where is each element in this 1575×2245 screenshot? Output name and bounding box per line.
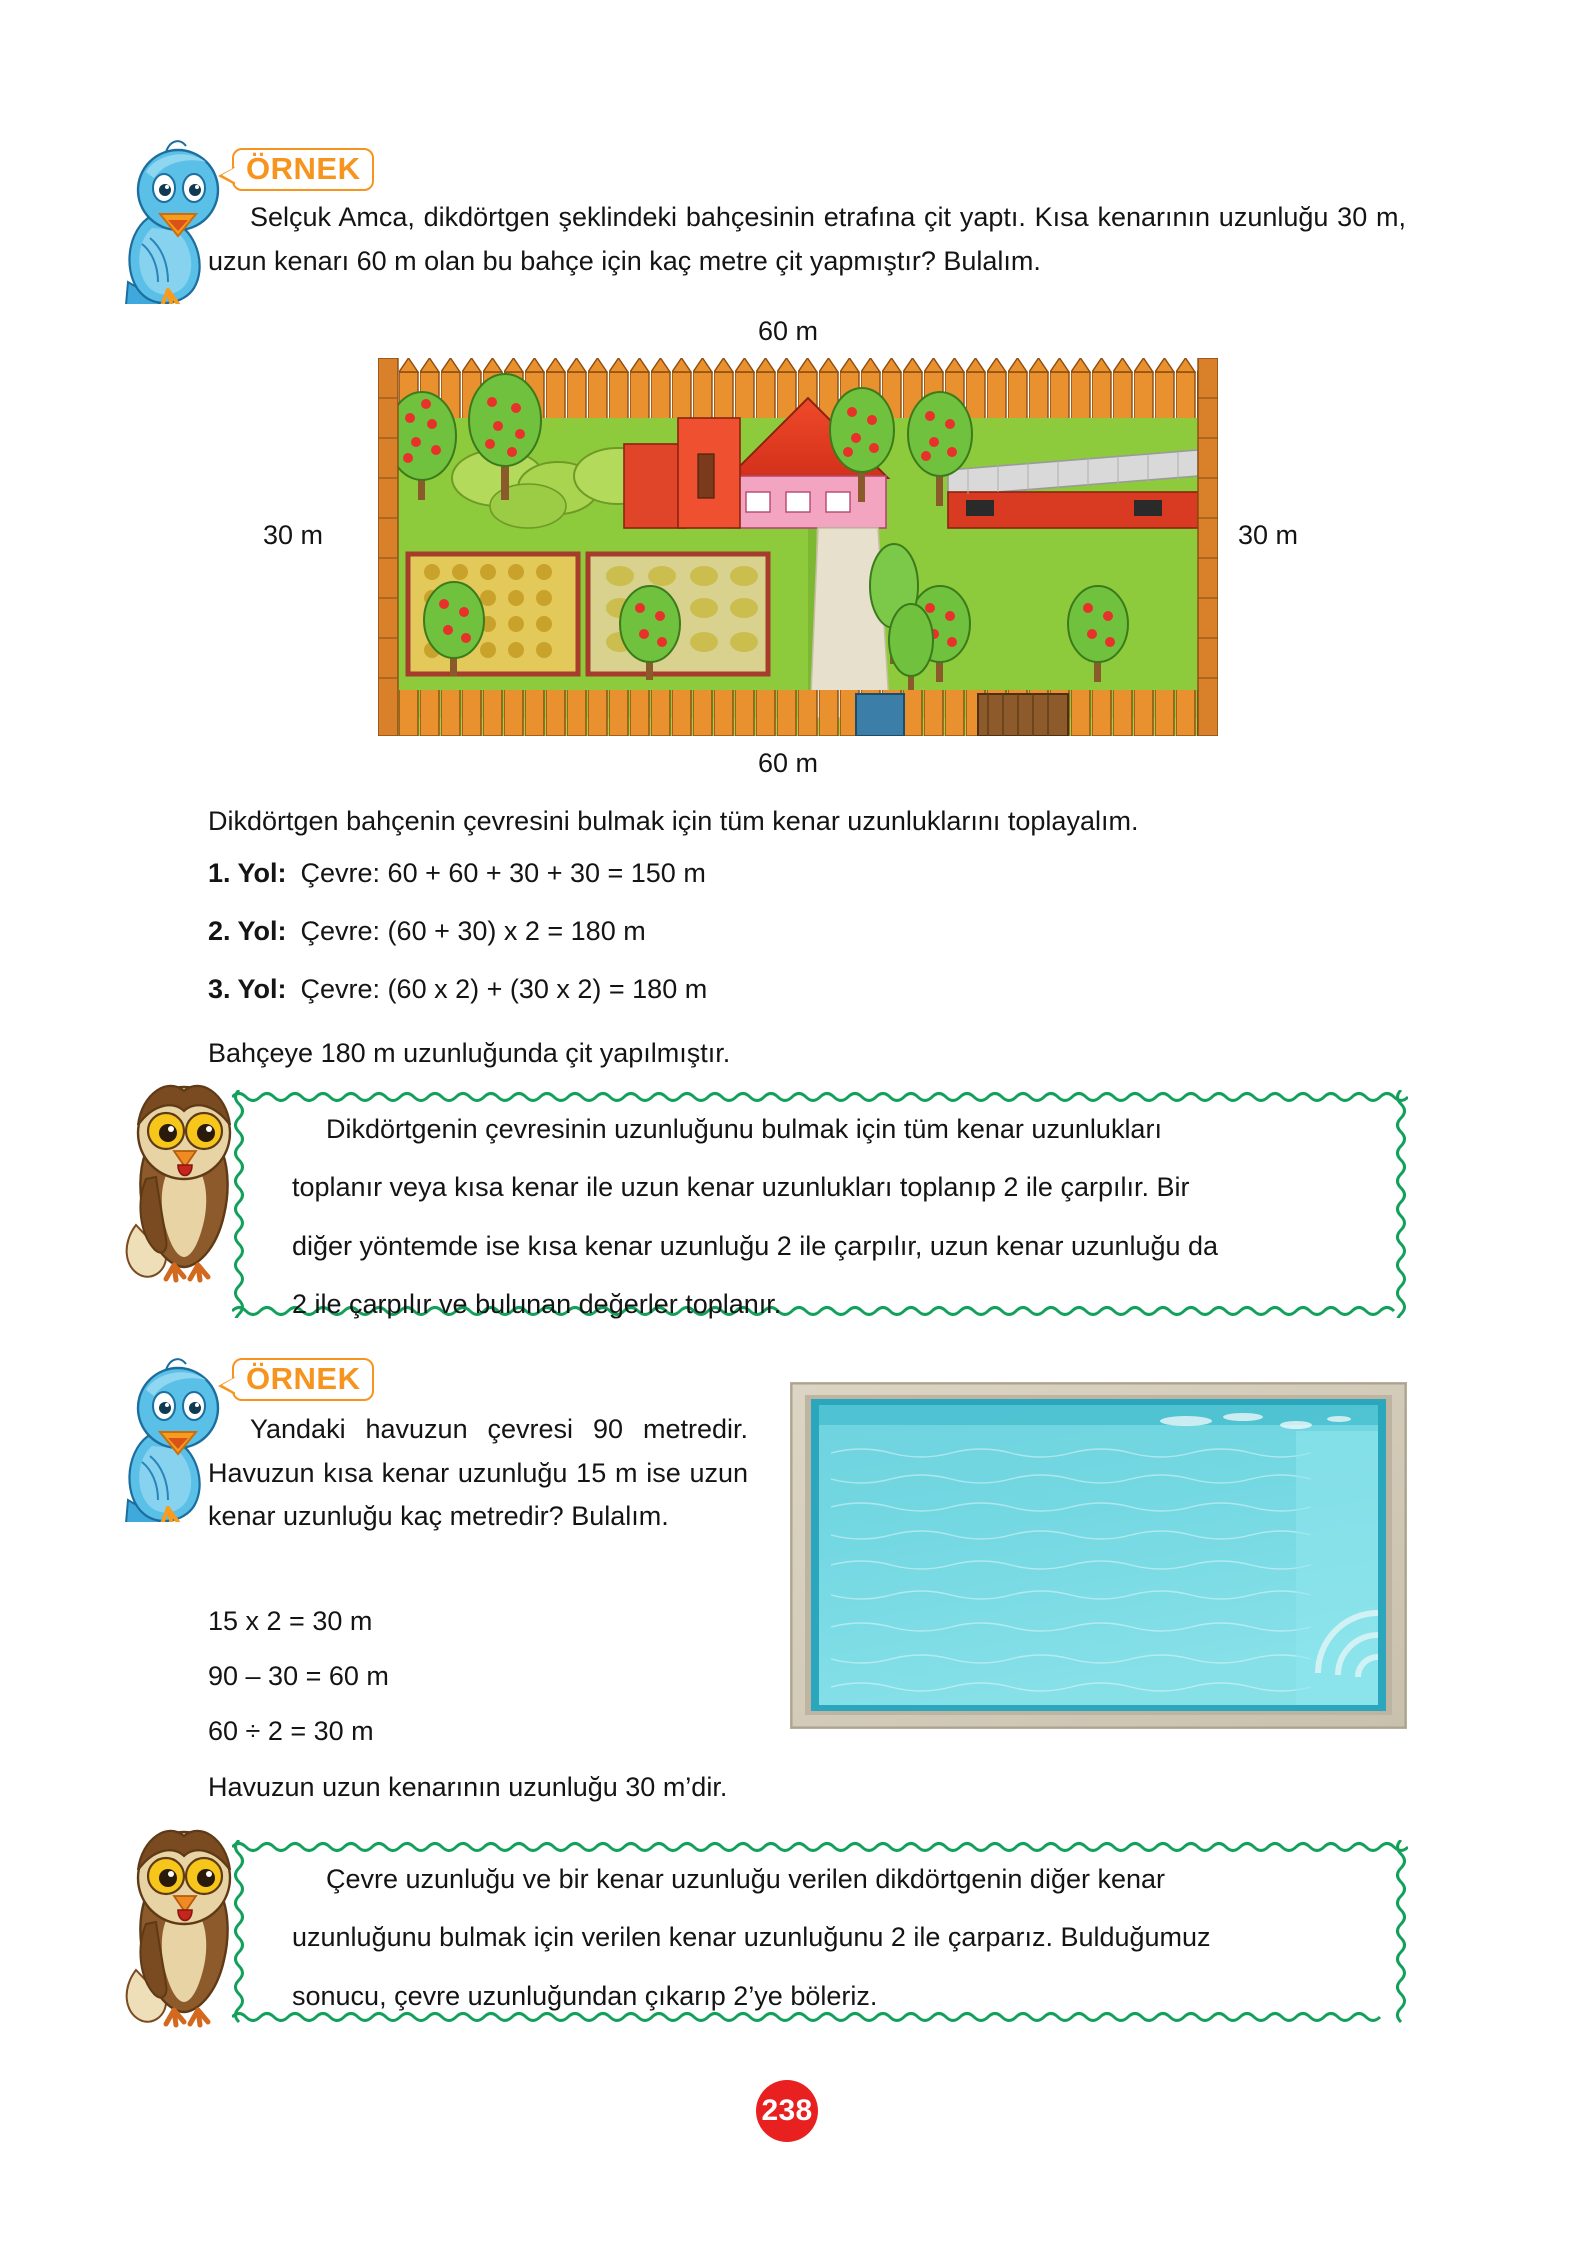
info-box-2-line-2: uzunluğunu bulmak için verilen kenar uzunluğunu 2 ile çarparız. Bulduğumuz [292, 1922, 1211, 1953]
speech-tail-fill-2 [222, 1377, 236, 1393]
ornek-badge-1-label: ÖRNEK [246, 151, 361, 186]
example2-step-3: 60 ÷ 2 = 30 m [208, 1716, 374, 1746]
example2-step-2: 90 – 30 = 60 m [208, 1661, 389, 1691]
info-box-2-left-wave [232, 1840, 246, 2024]
garden-label-right: 30 m [1238, 520, 1299, 550]
example1-problem-text: Selçuk Amca, dikdörtgen şeklindeki bahçesinin etrafına çit yaptı. Kısa kenarının uzunluğu 30 m, uzun kenarı 60 m olan bu bahçe için kaç metre çit yapmıştır? Bulalım. [208, 202, 1406, 276]
info-box-1-line-4: 2 ile çarpılır ve bulunan değerler toplanır. [292, 1289, 782, 1320]
garden-label-left: 30 m [263, 520, 324, 550]
info-box-2-content [246, 1852, 1394, 2012]
pool-photo [790, 1382, 1407, 1729]
info-box-1-line-3: diğer yöntemde ise kısa kenar uzunluğu 2 ile çarpılır, uzun kenar uzunluğu da [292, 1230, 1219, 1261]
info-box-2-line-3: sonucu, çevre uzunluğundan çıkarıp 2’ye böleriz. [292, 1980, 878, 2011]
solution-row-3 [208, 974, 707, 1005]
example2-step-1: 15 x 2 = 30 m [208, 1606, 373, 1636]
solution-3-expression: Çevre: (60 x 2) + (30 x 2) = 180 m [300, 974, 708, 1004]
solution-1-label: 1. Yol: [208, 858, 287, 888]
info-box-1-line-2: toplanır veya kısa kenar ile uzun kenar uzunlukları toplanıp 2 ile çarpılır. Bir [292, 1172, 1190, 1203]
page-number-badge: 238 [756, 2080, 818, 2142]
garden-illustration [378, 358, 1218, 736]
info-box-1 [232, 1090, 1408, 1318]
garden-label-top: 60 m [758, 316, 819, 346]
ornek-badge-1 [232, 148, 374, 191]
solution-2-label: 2. Yol: [208, 916, 287, 946]
owl-mascot-1 [118, 1075, 250, 1285]
ornek-badge-2-label: ÖRNEK [246, 1361, 361, 1396]
garden-label-bottom: 60 m [758, 748, 819, 778]
info-box-1-content [246, 1102, 1394, 1320]
solution-3-label: 3. Yol: [208, 974, 287, 1004]
solution-row-1 [208, 858, 706, 889]
pool-image [791, 1383, 1406, 1728]
solution-2-expression: Çevre: (60 + 30) x 2 = 180 m [300, 916, 646, 946]
info-box-2 [232, 1840, 1408, 2024]
owl-mascot-2 [118, 1820, 250, 2030]
example2-conclusion: Havuzun uzun kenarının uzunluğu 30 m’dir. [208, 1772, 728, 1802]
example1-intro-line: Dikdörtgen bahçenin çevresini bulmak için tüm kenar uzunluklarını toplayalım. [208, 806, 1139, 836]
info-box-1-right-wave [1394, 1090, 1408, 1318]
example1-conclusion: Bahçeye 180 m uzunluğunda çit yapılmıştır. [208, 1038, 731, 1068]
ornek-badge-2 [232, 1358, 374, 1401]
example2-problem-text: Yandaki havuzun çevresi 90 metredir. Havuzun kısa kenar uzunluğu 15 m ise uzun kenar uzunluğu kaç metredir? Bulalım. [208, 1414, 748, 1532]
garden-scene [378, 358, 1218, 736]
solution-1-expression: Çevre: 60 + 60 + 30 + 30 = 150 m [300, 858, 706, 888]
info-box-1-line-1: Dikdörtgenin çevresinin uzunluğunu bulmak için tüm kenar uzunlukları [326, 1114, 1162, 1144]
solution-row-2 [208, 916, 646, 947]
speech-tail-fill [222, 167, 236, 183]
info-box-2-right-wave [1394, 1840, 1408, 2024]
info-box-2-line-1: Çevre uzunluğu ve bir kenar uzunluğu verilen dikdörtgenin diğer kenar [326, 1864, 1166, 1894]
garden-figure [263, 316, 1328, 786]
info-box-1-left-wave [232, 1090, 246, 1318]
